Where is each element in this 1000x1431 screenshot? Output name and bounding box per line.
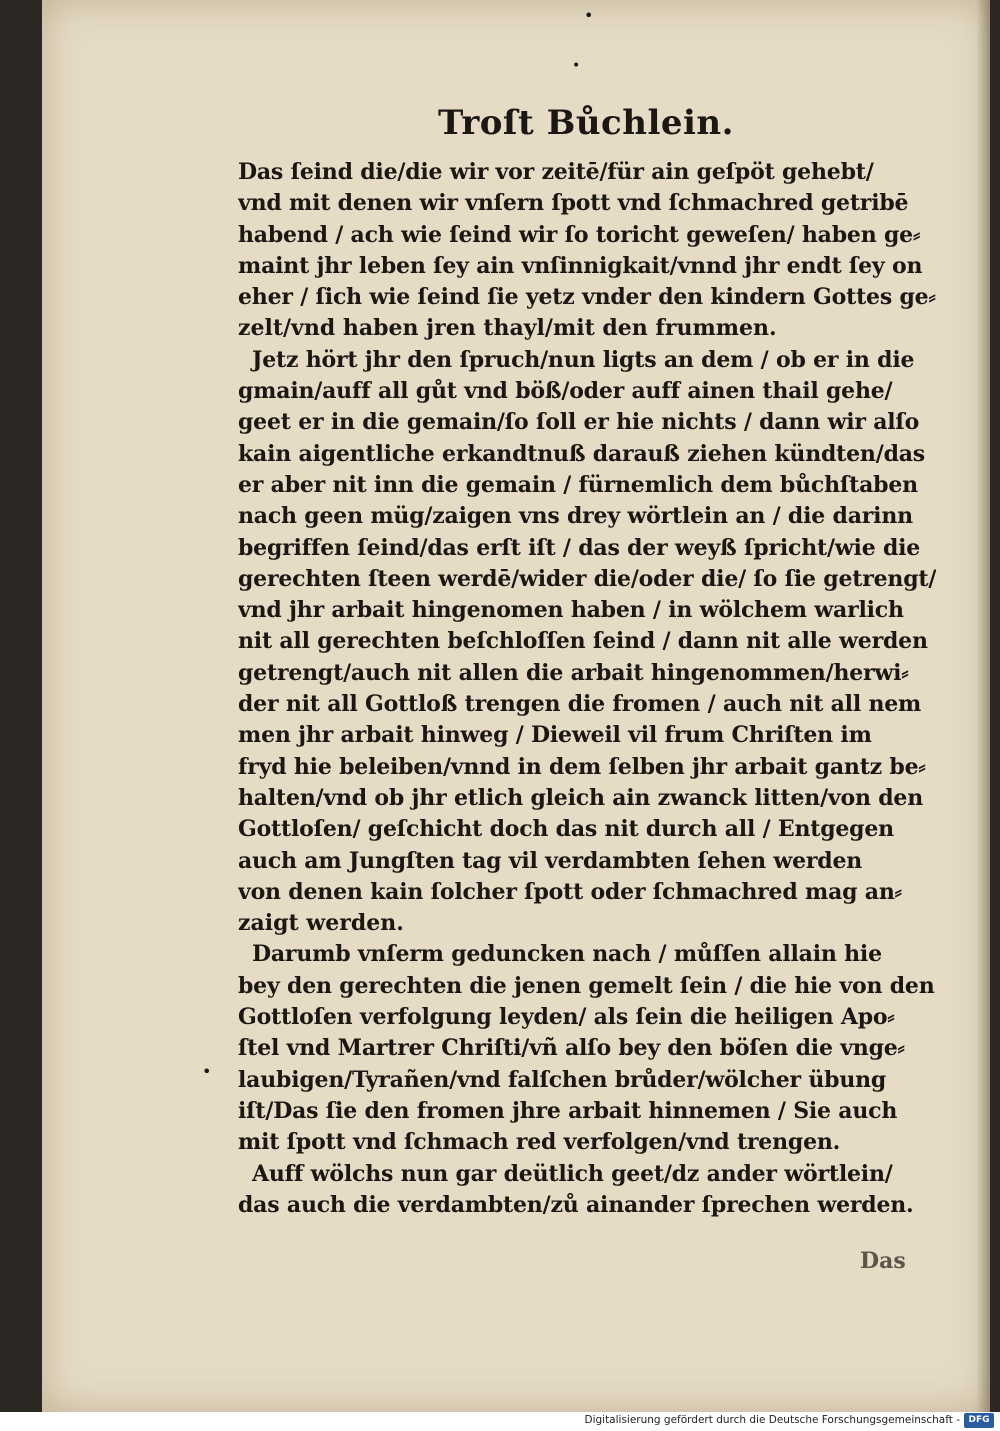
- text-line: begriffen ſeind/das erſt iſt / das der weyß ſpricht/wie die: [238, 534, 921, 561]
- text-line: bey den gerechten die jenen gemelt ſein / die hie von den: [238, 972, 935, 999]
- text-line: Gottloſen/ geſchicht doch das nit durch all / Entgegen: [238, 816, 894, 843]
- text-line: maint jhr leben ſey ain vnſinnigkait/vnnd jhr endt ſey on: [238, 252, 923, 279]
- text-line: er aber nit inn die gemain / fürnemlich dem bůchſtaben: [238, 471, 918, 498]
- catchword: Das: [860, 1248, 906, 1274]
- text-line: vnd mit denen wir vnſern ſpott vnd ſchmachred getribē: [238, 190, 909, 217]
- margin-mark: •: [202, 1062, 212, 1081]
- text-line: ſtel vnd Martrer Chriſti/vñ alſo bey den böſen die vnge⸗: [238, 1035, 905, 1062]
- text-line: halten/vnd ob jhr etlich gleich ain zwanck litten/von den: [238, 784, 924, 811]
- text-line: vnd jhr arbait hingenomen haben / in wölchem warlich: [238, 597, 904, 624]
- text-line: geet er in die gemain/ſo ſoll er hie nichts / dann wir alſo: [238, 409, 920, 436]
- text-line: gmain/auff all gůt vnd böß/oder auff ainen thail gehe/: [238, 378, 893, 405]
- text-line: iſt/Das ſie den fromen jhre arbait hinnemen / Sie auch: [238, 1097, 898, 1124]
- text-line: von denen kain ſolcher ſpott oder ſchmachred mag an⸗: [238, 878, 902, 905]
- running-head: Troſt Bůchlein.: [438, 103, 734, 143]
- text-line: fryd hie beleiben/vnnd in dem ſelben jhr arbait gantz be⸗: [238, 753, 926, 780]
- text-line: mit ſpott vnd ſchmach red verfolgen/vnd trengen.: [238, 1129, 841, 1156]
- text-line: der nit all Gottloß trengen die fromen / auch nit all nem: [238, 691, 922, 718]
- text-line: zaigt werden.: [238, 910, 404, 937]
- text-line: auch am Jungſten tag vil verdambten ſehen werden: [238, 847, 863, 874]
- text-line: kain aigentliche erkandtnuß darauß ziehen kündten/das: [238, 440, 925, 467]
- text-line: Auff wölchs nun gar deütlich geet/dz ander wörtlein/: [252, 1160, 893, 1187]
- body-text: [238, 157, 936, 1221]
- text-line: Gottloſen verfolgung leyden/ als ſein die heiligen Apo⸗: [238, 1004, 895, 1031]
- text-line: eher / ſich wie ſeind ſie yetz vnder den kindern Gottes ge⸗: [238, 284, 936, 311]
- text-line: laubigen/Tyrañen/vnd falſchen brůder/wölcher übung: [238, 1066, 887, 1093]
- digitization-credit: Digitalisierung gefördert durch die Deutsche Forschungsgemeinschaft -: [584, 1414, 960, 1426]
- printer-mark-second: •: [572, 58, 581, 74]
- text-line: Das ſeind die/die wir vor zeitē/für ain geſpöt gehebt/: [238, 159, 874, 185]
- text-line: das auch die verdambten/zů ainander ſprechen werden.: [238, 1191, 914, 1218]
- printer-mark-top: •: [584, 6, 594, 25]
- text-line: gerechten ſteen werdē/wider die/oder die/ ſo ſie getrengt/: [238, 565, 936, 592]
- text-line: nit all gerechten beſchloſſen ſeind / dann nit alle werden: [238, 628, 928, 655]
- text-line: Jetz hört jhr den ſpruch/nun ligts an dem / ob er in die: [252, 346, 915, 373]
- text-line: men jhr arbait hinweg / Dieweil vil frum Chriſten im: [238, 722, 872, 749]
- text-line: getrengt/auch nit allen die arbait hingenommen/herwi⸗: [238, 659, 909, 686]
- text-line: habend / ach wie ſeind wir ſo toricht geweſen/ haben ge⸗: [238, 221, 921, 248]
- page-gutter-shadow: [976, 0, 990, 1412]
- book-page: [42, 0, 990, 1412]
- dfg-logo: DFG: [964, 1413, 994, 1428]
- text-line: zelt/vnd haben jren thayl/mit den frummen.: [238, 315, 777, 342]
- text-line: nach geen müg/zaigen vns drey wörtlein an / die darinn: [238, 503, 913, 530]
- text-line: Darumb vnſerm geduncken nach / můſſen allain hie: [252, 941, 882, 968]
